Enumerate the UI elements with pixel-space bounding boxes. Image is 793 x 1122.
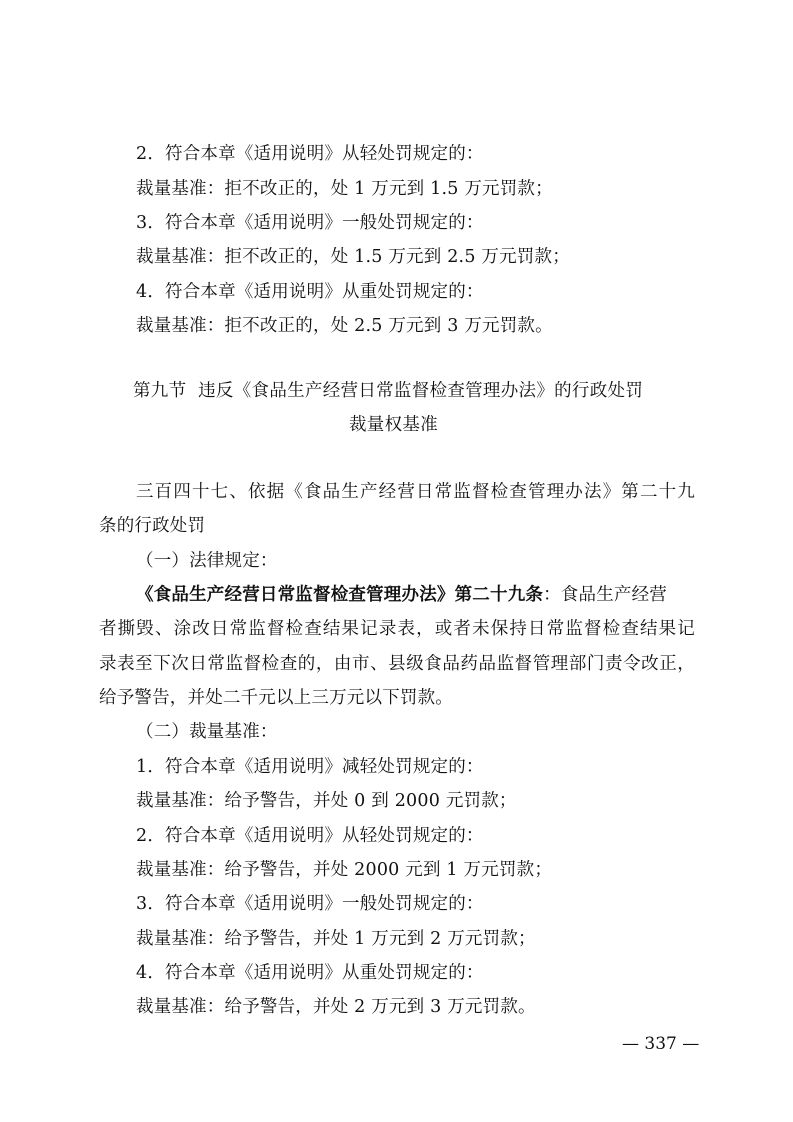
standard-label: （二）裁量基准： [136, 722, 278, 742]
article-heading-continued: 条的行政处罚 [99, 516, 206, 536]
standard-detail: 裁量基准：给予警告，并处 0 到 2000 元罚款； [136, 791, 517, 811]
standard-detail: 裁量基准：给予警告，并处 2000 元到 1 万元罚款； [136, 860, 553, 880]
law-text-line: 者撕毁、涂改日常监督检查结果记录表，或者未保持日常监督检查结果记 [99, 619, 695, 639]
standard-detail: 裁量基准：给予警告，并处 2 万元到 3 万元罚款。 [136, 997, 536, 1017]
standard-item: 4．符合本章《适用说明》从重处罚规定的： [136, 963, 484, 983]
page-number: — 337 — [622, 1034, 700, 1054]
top-standard-4: 裁量基准：拒不改正的，处 2.5 万元到 3 万元罚款。 [136, 316, 553, 336]
law-text: ：食品生产经营 [543, 585, 668, 605]
top-item-2: 2．符合本章《适用说明》从轻处罚规定的： [136, 144, 484, 164]
top-item-4: 4．符合本章《适用说明》从重处罚规定的： [136, 282, 484, 302]
law-label: （一）法律规定： [136, 551, 278, 571]
standard-item: 1．符合本章《适用说明》减轻处罚规定的： [136, 757, 484, 777]
standard-detail: 裁量基准：给予警告，并处 1 万元到 2 万元罚款； [136, 929, 536, 949]
section-title-continued: 裁量权基准 [349, 415, 438, 435]
top-item-3: 3．符合本章《适用说明》一般处罚规定的： [136, 213, 484, 233]
law-text-line: 给予警告，并处二千元以上三万元以下罚款。 [99, 688, 453, 708]
standard-item: 3．符合本章《适用说明》一般处罚规定的： [136, 894, 484, 914]
standard-item: 2．符合本章《适用说明》从轻处罚规定的： [136, 826, 484, 846]
law-citation: 《食品生产经营日常监督检查管理办法》第二十九条 [136, 585, 544, 605]
article-heading: 三百四十七、依据《食品生产经营日常监督检查管理办法》第二十九 [136, 482, 695, 502]
top-standard-3: 裁量基准：拒不改正的，处 1.5 万元到 2.5 万元罚款； [136, 247, 570, 267]
section-title: 第九节 违反《食品生产经营日常监督检查管理办法》的行政处罚 [133, 381, 644, 401]
law-text-line: 录表至下次日常监督检查的，由市、县级食品药品监督管理部门责令改正， [99, 654, 695, 674]
law-provision-line [136, 583, 667, 607]
top-standard-2: 裁量基准：拒不改正的，处 1 万元到 1.5 万元罚款； [136, 179, 553, 199]
